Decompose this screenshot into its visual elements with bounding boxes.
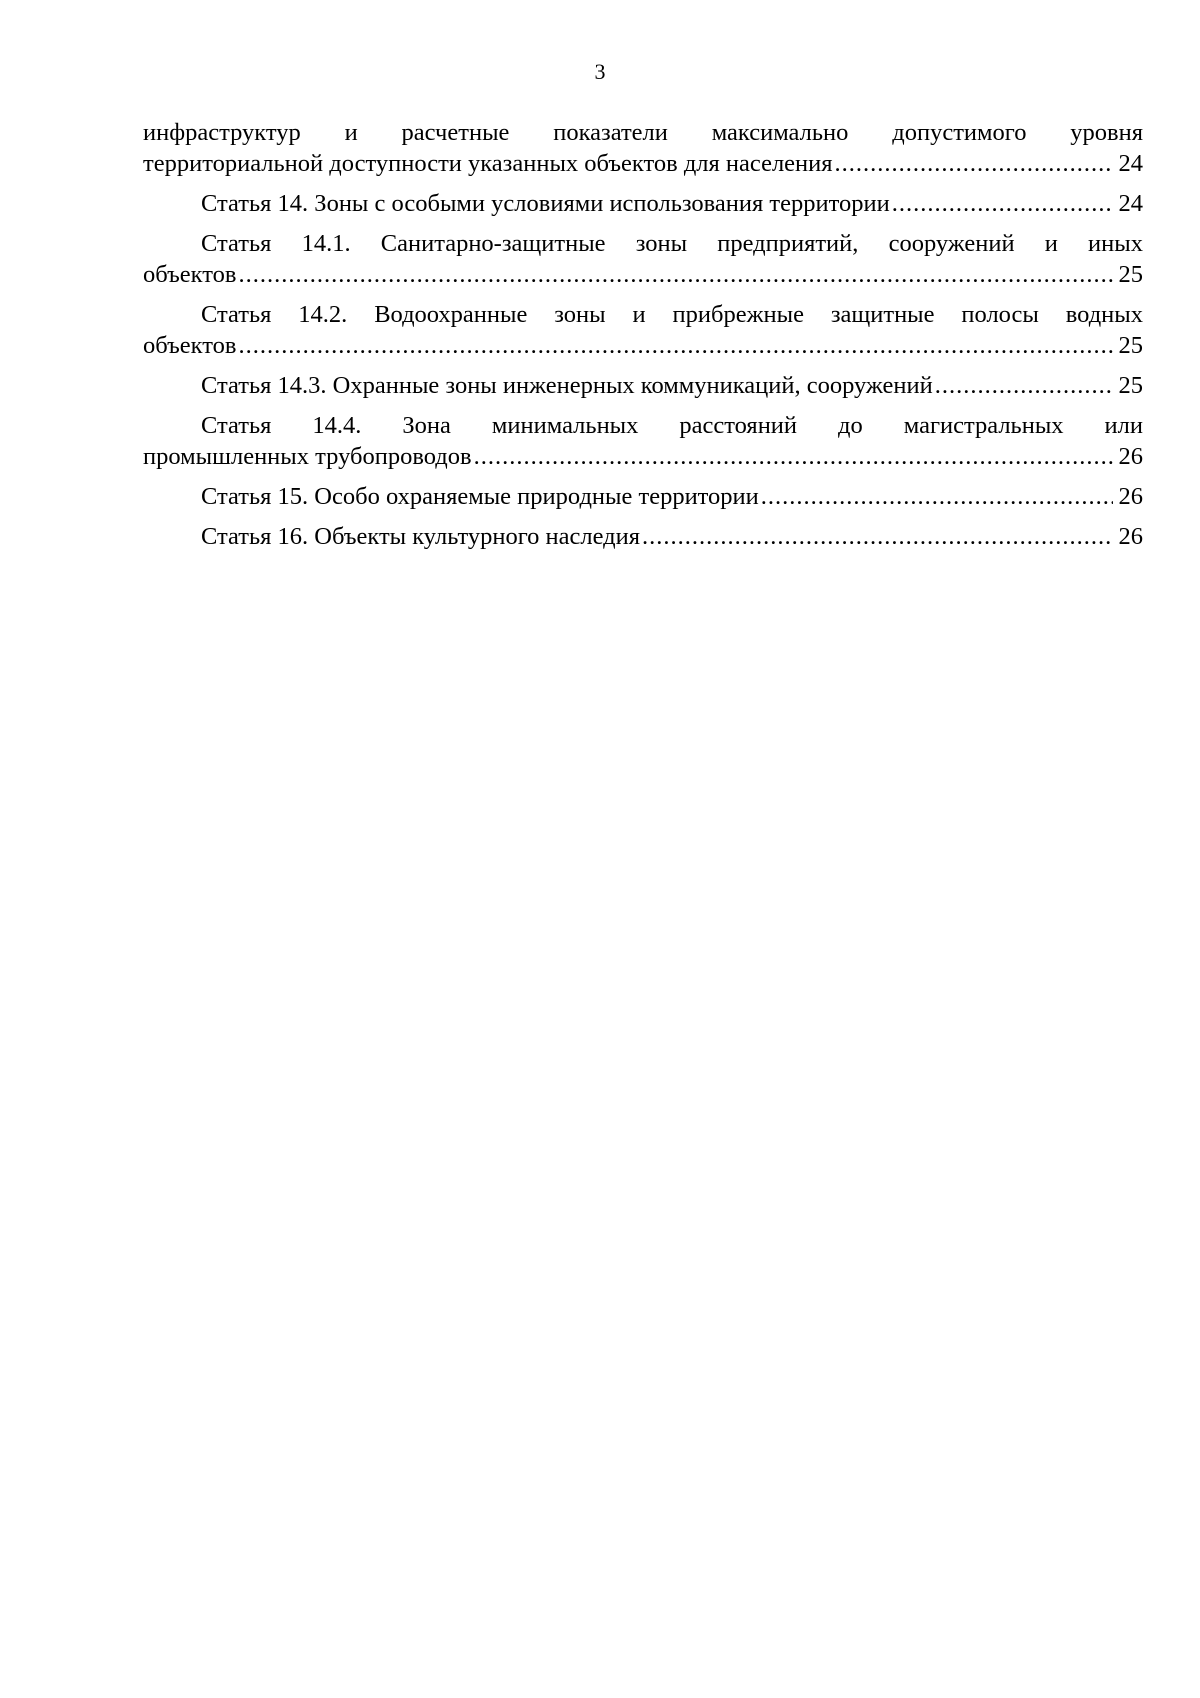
toc-entry-text: Статья 14. Зоны с особыми условиями использования территории (201, 190, 890, 217)
toc-entry-line-2 (143, 148, 1143, 179)
toc-entry-line-1: Статья 14.1. Санитарно-защитные зоны предприятий, сооружений и иных (201, 230, 1143, 257)
toc-entry-article-14[interactable] (143, 188, 1143, 219)
toc-page-number: 26 (1118, 523, 1143, 550)
dot-leader (238, 330, 1113, 361)
table-of-contents (143, 117, 1143, 561)
toc-page-number: 26 (1118, 483, 1143, 510)
toc-entry-article-16[interactable] (143, 521, 1143, 552)
toc-entry-line-1: инфраструктур и расчетные показатели максимально допустимого уровня (143, 119, 1143, 146)
toc-entry-article-14-3[interactable] (143, 370, 1143, 401)
dot-leader (238, 259, 1113, 290)
dot-leader (761, 481, 1113, 512)
toc-entry-article-14-1[interactable] (143, 228, 1143, 290)
toc-entry-article-14-4[interactable] (143, 410, 1143, 472)
dot-leader (642, 521, 1113, 552)
toc-entry-text: Статья 14.3. Охранные зоны инженерных коммуникаций, сооружений (201, 372, 933, 399)
toc-page-number: 24 (1118, 190, 1143, 217)
toc-page-number: 26 (1118, 443, 1143, 470)
toc-entry-text: Статья 16. Объекты культурного наследия (201, 523, 640, 550)
dot-leader (892, 188, 1113, 219)
toc-entry-line-1: Статья 14.2. Водоохранные зоны и прибрежные защитные полосы водных (201, 301, 1143, 328)
toc-entry-text: Статья 15. Особо охраняемые природные территории (201, 483, 759, 510)
page-number: 3 (594, 59, 606, 84)
toc-entry-infrastructure-continued[interactable] (143, 117, 1143, 179)
toc-entry-line-1: Статья 14.4. Зона минимальных расстояний до магистральных или (201, 412, 1143, 439)
toc-entry-line-2 (143, 330, 1143, 361)
toc-page-number: 24 (1118, 150, 1143, 177)
toc-page-number: 25 (1118, 372, 1143, 399)
dot-leader (474, 441, 1113, 472)
toc-entry-line-2 (143, 441, 1143, 472)
dot-leader (935, 370, 1113, 401)
toc-entry-text: объектов (143, 261, 237, 288)
toc-entry-line-1 (143, 188, 1143, 219)
toc-entry-line-1 (143, 370, 1143, 401)
toc-entry-text: промышленных трубопроводов (143, 443, 472, 470)
toc-entry-line-1 (143, 481, 1143, 512)
toc-entry-line-1 (143, 521, 1143, 552)
toc-entry-line-2 (143, 259, 1143, 290)
toc-entry-article-15[interactable] (143, 481, 1143, 512)
toc-entry-article-14-2[interactable] (143, 299, 1143, 361)
toc-entry-text: объектов (143, 332, 237, 359)
toc-entry-text: территориальной доступности указанных объектов для населения (143, 150, 833, 177)
dot-leader (835, 148, 1113, 179)
toc-page-number: 25 (1118, 332, 1143, 359)
toc-page-number: 25 (1118, 261, 1143, 288)
